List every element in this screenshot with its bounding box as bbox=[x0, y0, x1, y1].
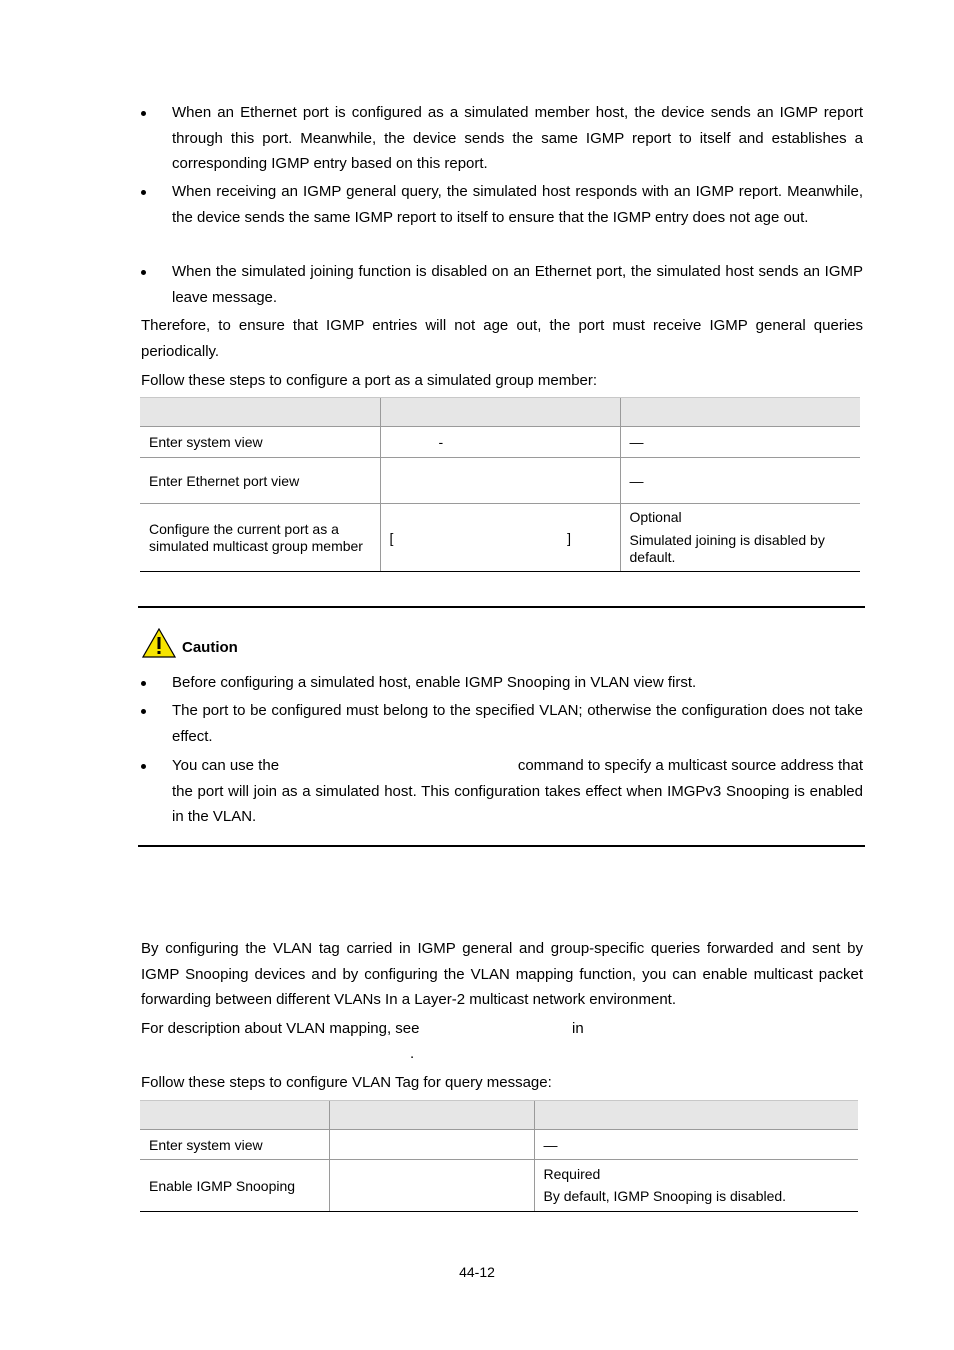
table-header-cell bbox=[329, 1101, 534, 1130]
description-start: For description about VLAN mapping, see bbox=[141, 1020, 420, 1037]
bullet-dot bbox=[141, 270, 146, 275]
table-header-row bbox=[140, 398, 860, 427]
paragraph-vlan-tag: By configuring the VLAN tag carried in IGMP general and group-specific queries forwarded and sent by IGMP Snooping devices and by configuring the VLAN mapping function, you can enable multicast packet forwarding between different VLANs In a Layer-2 multicast network environment. bbox=[141, 940, 863, 1008]
table-cell-command bbox=[329, 1130, 534, 1160]
caution-list-item bbox=[141, 670, 863, 696]
command-bracket-open: [ bbox=[389, 529, 394, 546]
bullet-text: When an Ethernet port is configured as a simulated member host, the device sends an IGMP report through this port. Meanwhile, the device sends the same IGMP report to itself and establishes a corresponding IGMP entry based on this report. bbox=[172, 104, 863, 172]
caution-label: Caution bbox=[182, 639, 238, 656]
table-row bbox=[140, 458, 860, 504]
table-header-row bbox=[140, 1101, 858, 1130]
list-item bbox=[141, 100, 863, 177]
caution-list-item bbox=[141, 698, 863, 749]
table-row bbox=[140, 1130, 858, 1160]
table-cell-remark bbox=[534, 1160, 858, 1212]
bullet-text: When receiving an IGMP general query, the simulated host responds with an IGMP report. Meanwhile, the device sends the same IGMP report to itself to ensure that the IGMP entry does not age out. bbox=[172, 183, 863, 226]
remark-required: Required bbox=[543, 1166, 601, 1182]
bullet-text-continued: the port will join as a simulated host. This configuration takes effect when IMGPv3 Snooping is enabled in the VLAN. bbox=[172, 782, 863, 825]
remark-default: By default, IGMP Snooping is disabled. bbox=[543, 1188, 787, 1204]
table-cell-operation: Enter system view bbox=[140, 427, 380, 458]
description-in: in bbox=[572, 1020, 584, 1037]
bullet-dot bbox=[141, 111, 146, 116]
caution-top-rule bbox=[138, 606, 865, 608]
bullet-text bbox=[172, 753, 863, 779]
command-dash: - bbox=[438, 434, 444, 450]
table-cell-remark: — bbox=[620, 458, 860, 504]
table-row bbox=[140, 427, 860, 458]
paragraph-follow-steps-2: Follow these steps to configure VLAN Tag for query message: bbox=[141, 1074, 552, 1091]
table-header-cell bbox=[380, 398, 620, 427]
table-cell-operation bbox=[140, 504, 380, 572]
bullet-text: When the simulated joining function is disabled on an Ethernet port, the simulated host sends an IGMP leave message. bbox=[172, 263, 863, 306]
table-header-cell bbox=[620, 398, 860, 427]
paragraph-follow-steps-1: Follow these steps to configure a port as a simulated group member: bbox=[141, 372, 598, 389]
table-cell-command bbox=[380, 427, 620, 458]
warning-icon bbox=[142, 628, 176, 658]
table-cell-operation: Enter Ethernet port view bbox=[140, 458, 380, 504]
list-item bbox=[141, 179, 863, 230]
table-cell-operation: Enter system view bbox=[140, 1130, 329, 1160]
list-item bbox=[141, 259, 863, 310]
table-cell-remark: — bbox=[620, 427, 860, 458]
table-header-cell bbox=[140, 398, 380, 427]
remark-default: Simulated joining is disabled by default. bbox=[629, 532, 825, 565]
bullet-dot bbox=[141, 709, 146, 714]
table-row bbox=[140, 1160, 858, 1212]
caution-bottom-rule bbox=[138, 845, 865, 847]
table-row bbox=[140, 504, 860, 572]
caution-b3-start: You can use the bbox=[172, 757, 280, 774]
caution-list-item bbox=[141, 753, 863, 830]
bullet-dot bbox=[141, 764, 146, 769]
config-table-vlan-tag bbox=[140, 1100, 858, 1212]
config-table-simulated-member bbox=[140, 397, 860, 572]
operation-text: Configure the current port as a simulated multicast group member bbox=[149, 520, 363, 554]
caution-b3-rest: command to specify a multicast source address that bbox=[517, 757, 863, 774]
page-number: 44-12 bbox=[459, 1264, 495, 1280]
table-cell-remark: — bbox=[534, 1130, 858, 1160]
table-cell-operation: Enable IGMP Snooping bbox=[140, 1160, 329, 1212]
table-cell-command bbox=[380, 504, 620, 572]
bullet-text: The port to be configured must belong to the specified VLAN; otherwise the configuration does not take effect. bbox=[172, 702, 863, 745]
table-header-cell bbox=[140, 1101, 329, 1130]
bullet-dot bbox=[141, 190, 146, 195]
remark-optional: Optional bbox=[629, 509, 682, 525]
table-cell-command bbox=[380, 458, 620, 504]
command-bracket-close: ] bbox=[567, 529, 572, 546]
table-cell-remark bbox=[620, 504, 860, 572]
bullet-text: Before configuring a simulated host, enable IGMP Snooping in VLAN view first. bbox=[172, 674, 697, 691]
table-cell-command bbox=[329, 1160, 534, 1212]
paragraph-description bbox=[141, 1016, 863, 1042]
table-header-cell bbox=[534, 1101, 858, 1130]
paragraph-therefore: Therefore, to ensure that IGMP entries will not age out, the port must receive IGMP general queries periodically. bbox=[141, 317, 863, 360]
description-period: . bbox=[410, 1045, 415, 1062]
bullet-dot bbox=[141, 681, 146, 686]
